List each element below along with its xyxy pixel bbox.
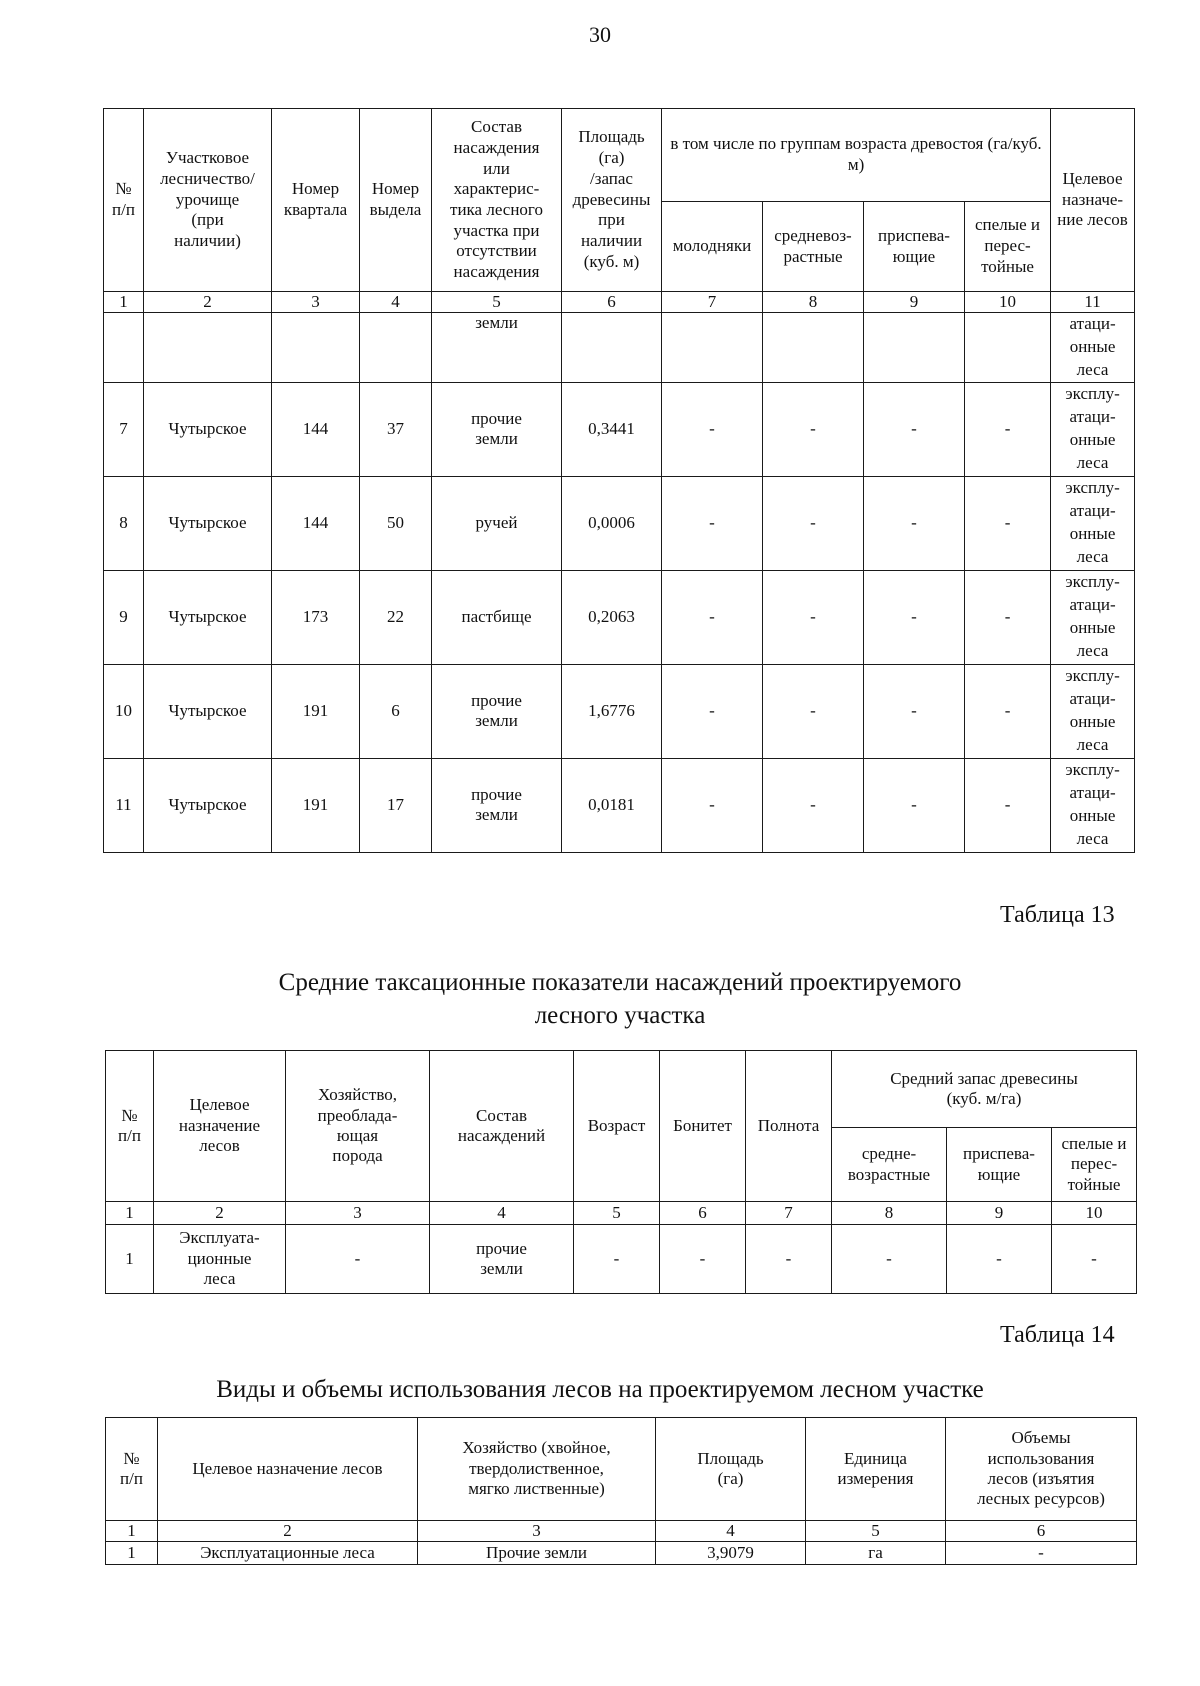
cell-composition: земли (432, 313, 562, 383)
col-number: 8 (763, 292, 864, 313)
cell-maturing: - (864, 476, 965, 570)
forest-use-volumes-table (105, 1417, 1137, 1565)
cell-maturing: - (864, 758, 965, 852)
table14-caption: Таблица 14 (1000, 1322, 1115, 1348)
header-middle: средневоз- растные (763, 202, 864, 292)
cell-purpose: Эксплуата- ционные леса (154, 1225, 286, 1294)
cell-district: Чутырское (144, 758, 272, 852)
cell-quarter: 144 (272, 476, 360, 570)
cell-middle: - (763, 570, 864, 664)
cell-age: - (574, 1225, 660, 1294)
cell-purpose: эксплу- атаци- онные леса (1051, 476, 1135, 570)
cell-num: 7 (104, 382, 144, 476)
col-number: 2 (154, 1202, 286, 1225)
col-number: 3 (272, 292, 360, 313)
cell-mature: - (965, 758, 1051, 852)
cell-mature: - (965, 570, 1051, 664)
cell-allotment: 17 (360, 758, 432, 852)
cell-composition: прочие земли (432, 382, 562, 476)
column-numbers-row (106, 1521, 1137, 1542)
col-number: 6 (946, 1521, 1137, 1542)
cell-allotment: 22 (360, 570, 432, 664)
col-number: 8 (832, 1202, 947, 1225)
header-young: молодняки (662, 202, 763, 292)
cell-middle: - (763, 664, 864, 758)
col-number: 4 (430, 1202, 574, 1225)
table-row (104, 664, 1135, 758)
col-number: 6 (562, 292, 662, 313)
cell-middle: - (763, 758, 864, 852)
header-num: № п/п (104, 109, 144, 292)
cell-purpose: атаци- онные леса (1051, 313, 1135, 383)
header-area: Площадь (га) (656, 1418, 806, 1521)
table14-title: Виды и объемы использования лесов на проектируемом лесном участке (216, 1376, 984, 1403)
header-maturing: приспева- ющие (864, 202, 965, 292)
cell-young: - (662, 476, 763, 570)
header-num: № п/п (106, 1051, 154, 1202)
col-number: 3 (418, 1521, 656, 1542)
header-purpose: Целевое назначение лесов (154, 1051, 286, 1202)
cell-district: Чутырское (144, 664, 272, 758)
cell-quarter: 173 (272, 570, 360, 664)
cell-density: - (746, 1225, 832, 1294)
col-number: 9 (864, 292, 965, 313)
table-row (106, 1225, 1137, 1294)
cell-num: 11 (104, 758, 144, 852)
header-purpose: Целевое назначение лесов (158, 1418, 418, 1521)
cell-purpose: эксплу- атаци- онные леса (1051, 382, 1135, 476)
col-number: 5 (806, 1521, 946, 1542)
header-row (106, 1418, 1137, 1521)
cell-mature: - (965, 382, 1051, 476)
col-number: 7 (662, 292, 763, 313)
header-district: Участковое лесничество/ урочище (при наличии) (144, 109, 272, 292)
col-number: 6 (660, 1202, 746, 1225)
col-number: 3 (286, 1202, 430, 1225)
cell-young: - (662, 758, 763, 852)
cell-maturing: - (864, 664, 965, 758)
header-age: Возраст (574, 1051, 660, 1202)
header-area: Площадь (га) /запас древесины при наличии (куб. м) (562, 109, 662, 292)
cell-young: - (662, 664, 763, 758)
column-numbers-row (106, 1202, 1137, 1225)
col-number: 5 (432, 292, 562, 313)
cell-composition: пастбище (432, 570, 562, 664)
cell-num: 8 (104, 476, 144, 570)
header-bonitet: Бонитет (660, 1051, 746, 1202)
table-row (104, 476, 1135, 570)
col-number: 7 (746, 1202, 832, 1225)
cell-bonitet: - (660, 1225, 746, 1294)
cell-mature: - (965, 664, 1051, 758)
table-row (104, 570, 1135, 664)
cell-economy: - (286, 1225, 430, 1294)
col-number: 9 (947, 1202, 1052, 1225)
header-maturing: приспева- ющие (947, 1128, 1052, 1202)
col-number: 2 (144, 292, 272, 313)
header-num: № п/п (106, 1418, 158, 1521)
header-row (106, 1051, 1137, 1128)
header-middle: средне- возрастные (832, 1128, 947, 1202)
cell-purpose: эксплу- атаци- онные леса (1051, 758, 1135, 852)
col-number: 10 (965, 292, 1051, 313)
cell-mature: - (965, 476, 1051, 570)
cell-district: Чутырское (144, 382, 272, 476)
cell-composition: прочие земли (432, 758, 562, 852)
header-composition: Состав насаждений (430, 1051, 574, 1202)
cell-maturing: - (864, 382, 965, 476)
header-density: Полнота (746, 1051, 832, 1202)
column-numbers-row (104, 292, 1135, 313)
cell-volume: - (946, 1542, 1137, 1565)
cell-area: 3,9079 (656, 1542, 806, 1565)
header-purpose: Целевое назначе- ние лесов (1051, 109, 1135, 292)
col-number: 1 (104, 292, 144, 313)
cell-middle: - (763, 382, 864, 476)
header-age-groups: в том числе по группам возраста древостоя (га/куб. м) (662, 109, 1051, 202)
cell-young: - (662, 570, 763, 664)
cell-area: 0,2063 (562, 570, 662, 664)
table-row (106, 1542, 1137, 1565)
cell-quarter: 144 (272, 382, 360, 476)
header-economy: Хозяйство (хвойное, твердолиственное, мягко лиственные) (418, 1418, 656, 1521)
cell-allotment: 50 (360, 476, 432, 570)
cell-middle: - (763, 476, 864, 570)
forest-plots-table (103, 108, 1135, 853)
table13-title: Средние таксационные показатели насаждений проектируемого лесного участка (278, 969, 962, 1029)
cell-allotment: 6 (360, 664, 432, 758)
table13-caption: Таблица 13 (1000, 902, 1115, 928)
col-number: 1 (106, 1521, 158, 1542)
header-row (104, 109, 1135, 202)
cell-economy: Прочие земли (418, 1542, 656, 1565)
header-allotment: Номер выдела (360, 109, 432, 292)
cell-purpose: Эксплуатационные леса (158, 1542, 418, 1565)
continued-row (104, 313, 1135, 383)
cell-mature: - (1052, 1225, 1137, 1294)
header-stock: Средний запас древесины (куб. м/га) (832, 1051, 1137, 1128)
header-unit: Единица измерения (806, 1418, 946, 1521)
col-number: 4 (656, 1521, 806, 1542)
cell-purpose: эксплу- атаци- онные леса (1051, 664, 1135, 758)
cell-unit: га (806, 1542, 946, 1565)
cell-allotment: 37 (360, 382, 432, 476)
header-volume: Объемы использования лесов (изъятия лесных ресурсов) (946, 1418, 1137, 1521)
cell-quarter: 191 (272, 664, 360, 758)
table-row (104, 758, 1135, 852)
table-row (104, 382, 1135, 476)
col-number: 5 (574, 1202, 660, 1225)
cell-area: 0,0181 (562, 758, 662, 852)
cell-area: 0,0006 (562, 476, 662, 570)
cell-num: 1 (106, 1542, 158, 1565)
col-number: 1 (106, 1202, 154, 1225)
cell-area: 0,3441 (562, 382, 662, 476)
col-number: 4 (360, 292, 432, 313)
cell-young: - (662, 382, 763, 476)
cell-composition: ручей (432, 476, 562, 570)
cell-maturing: - (864, 570, 965, 664)
header-composition: Состав насаждения или характерис- тика лесного участка при отсутствии насаждения (432, 109, 562, 292)
cell-quarter: 191 (272, 758, 360, 852)
cell-num: 1 (106, 1225, 154, 1294)
cell-composition: прочие земли (432, 664, 562, 758)
cell-district: Чутырское (144, 476, 272, 570)
page-number: 30 (589, 22, 611, 47)
col-number: 11 (1051, 292, 1135, 313)
cell-purpose: эксплу- атаци- онные леса (1051, 570, 1135, 664)
cell-middle: - (832, 1225, 947, 1294)
cell-num: 10 (104, 664, 144, 758)
header-quarter: Номер квартала (272, 109, 360, 292)
taxation-indicators-table (105, 1050, 1137, 1294)
header-mature: спелые и перес- тойные (965, 202, 1051, 292)
cell-area: 1,6776 (562, 664, 662, 758)
cell-district: Чутырское (144, 570, 272, 664)
cell-maturing: - (947, 1225, 1052, 1294)
header-economy: Хозяйство, преоблада- ющая порода (286, 1051, 430, 1202)
cell-composition: прочие земли (430, 1225, 574, 1294)
col-number: 2 (158, 1521, 418, 1542)
header-mature: спелые и перес- тойные (1052, 1128, 1137, 1202)
col-number: 10 (1052, 1202, 1137, 1225)
cell-num: 9 (104, 570, 144, 664)
